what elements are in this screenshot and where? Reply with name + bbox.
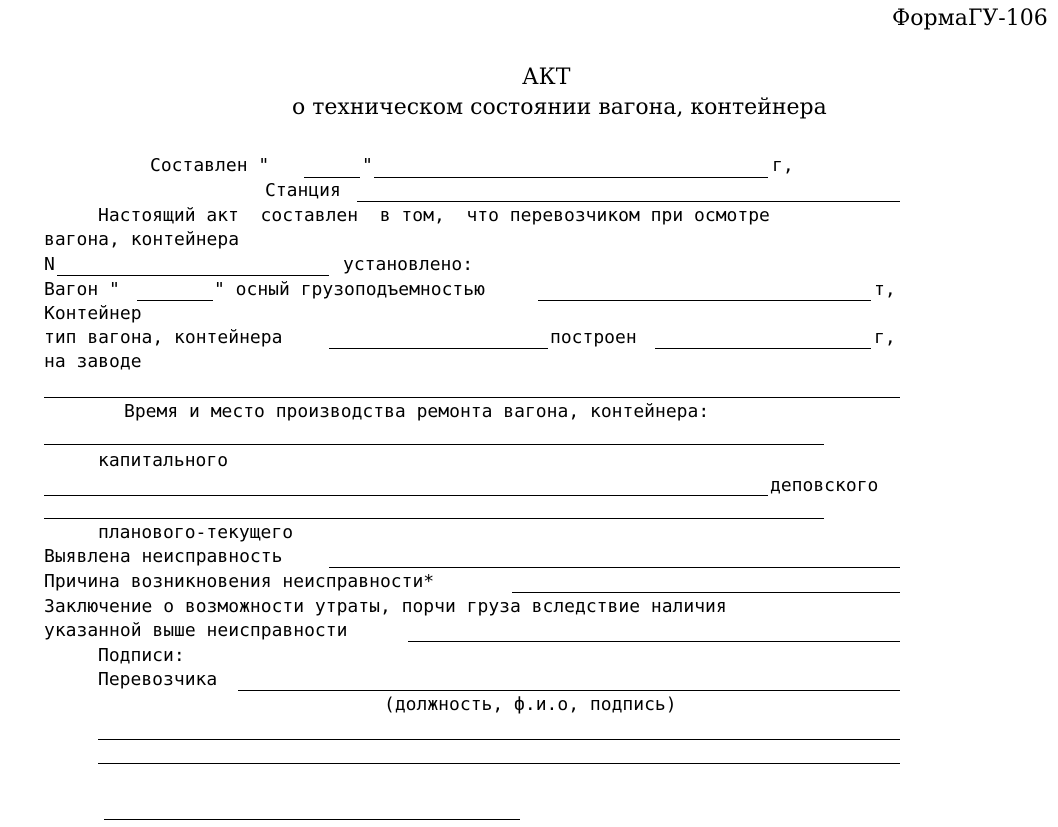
station-underline [357,201,900,202]
built-label: построен [550,327,637,348]
wagon-label: Вагон " [44,279,120,300]
signature-line-1 [98,739,900,740]
number-underline [57,275,329,276]
indicated-defect-label: указанной выше неисправности [44,620,348,641]
at-plant-label: на заводе [44,351,142,372]
depot-underline [44,518,824,519]
built-year-suffix: г, [874,327,896,348]
position-hint: (должность, ф.и.о, подпись) [384,694,677,715]
depot-label: деповского [770,475,879,496]
capital-underline [44,495,768,496]
station-label: Станция [265,180,341,201]
established-label: установлено: [343,254,474,275]
container-label: Контейнер [44,303,142,324]
composed-quote: " [362,155,373,176]
type-label: тип вагона, контейнера [44,327,283,348]
defect-found-label: Выявлена неисправность [44,546,283,567]
present-act-text: Настоящий акт составлен в том, что перевозчиком при осмотре [98,205,770,226]
tons-suffix: т, [874,279,896,300]
capital-label: капитального [98,450,229,471]
plant-underline [44,397,900,398]
number-label: N [44,254,55,275]
capacity-underline [538,300,871,301]
repair-time-underline [44,444,824,445]
planned-label: планового-текущего [98,522,294,543]
defect-found-underline [329,567,900,568]
conclusion-underline [408,641,900,642]
defect-cause-label: Причина возникновения неисправности* [44,571,435,592]
document-subtitle: о техническом состоянии вагона, контейнера [292,95,827,120]
wagon-container-text: вагона, контейнера [44,229,240,250]
document-title: АКТ [522,65,571,90]
signature-line-2 [98,763,900,764]
composed-date-underline [374,177,768,178]
axle-capacity-label: " осный грузоподъемностью [214,279,485,300]
repair-time-label: Время и место производства ремонта вагона, контейнера: [124,401,710,422]
defect-cause-underline [512,592,900,593]
type-underline [329,348,548,349]
built-year-underline [655,348,871,349]
signatures-label: Подписи: [98,645,185,666]
composed-day-underline [304,177,360,178]
conclusion-text: Заключение о возможности утраты, порчи груза вследствие наличия [44,596,727,617]
footnote-separator [104,819,520,820]
form-label: ФормаГУ-106 [892,6,1048,31]
axle-count-underline [137,300,213,301]
composed-year-suffix: г, [772,155,794,176]
composed-label: Составлен " [150,155,270,176]
carrier-signature-underline [238,690,900,691]
carrier-label: Перевозчика [98,669,218,690]
